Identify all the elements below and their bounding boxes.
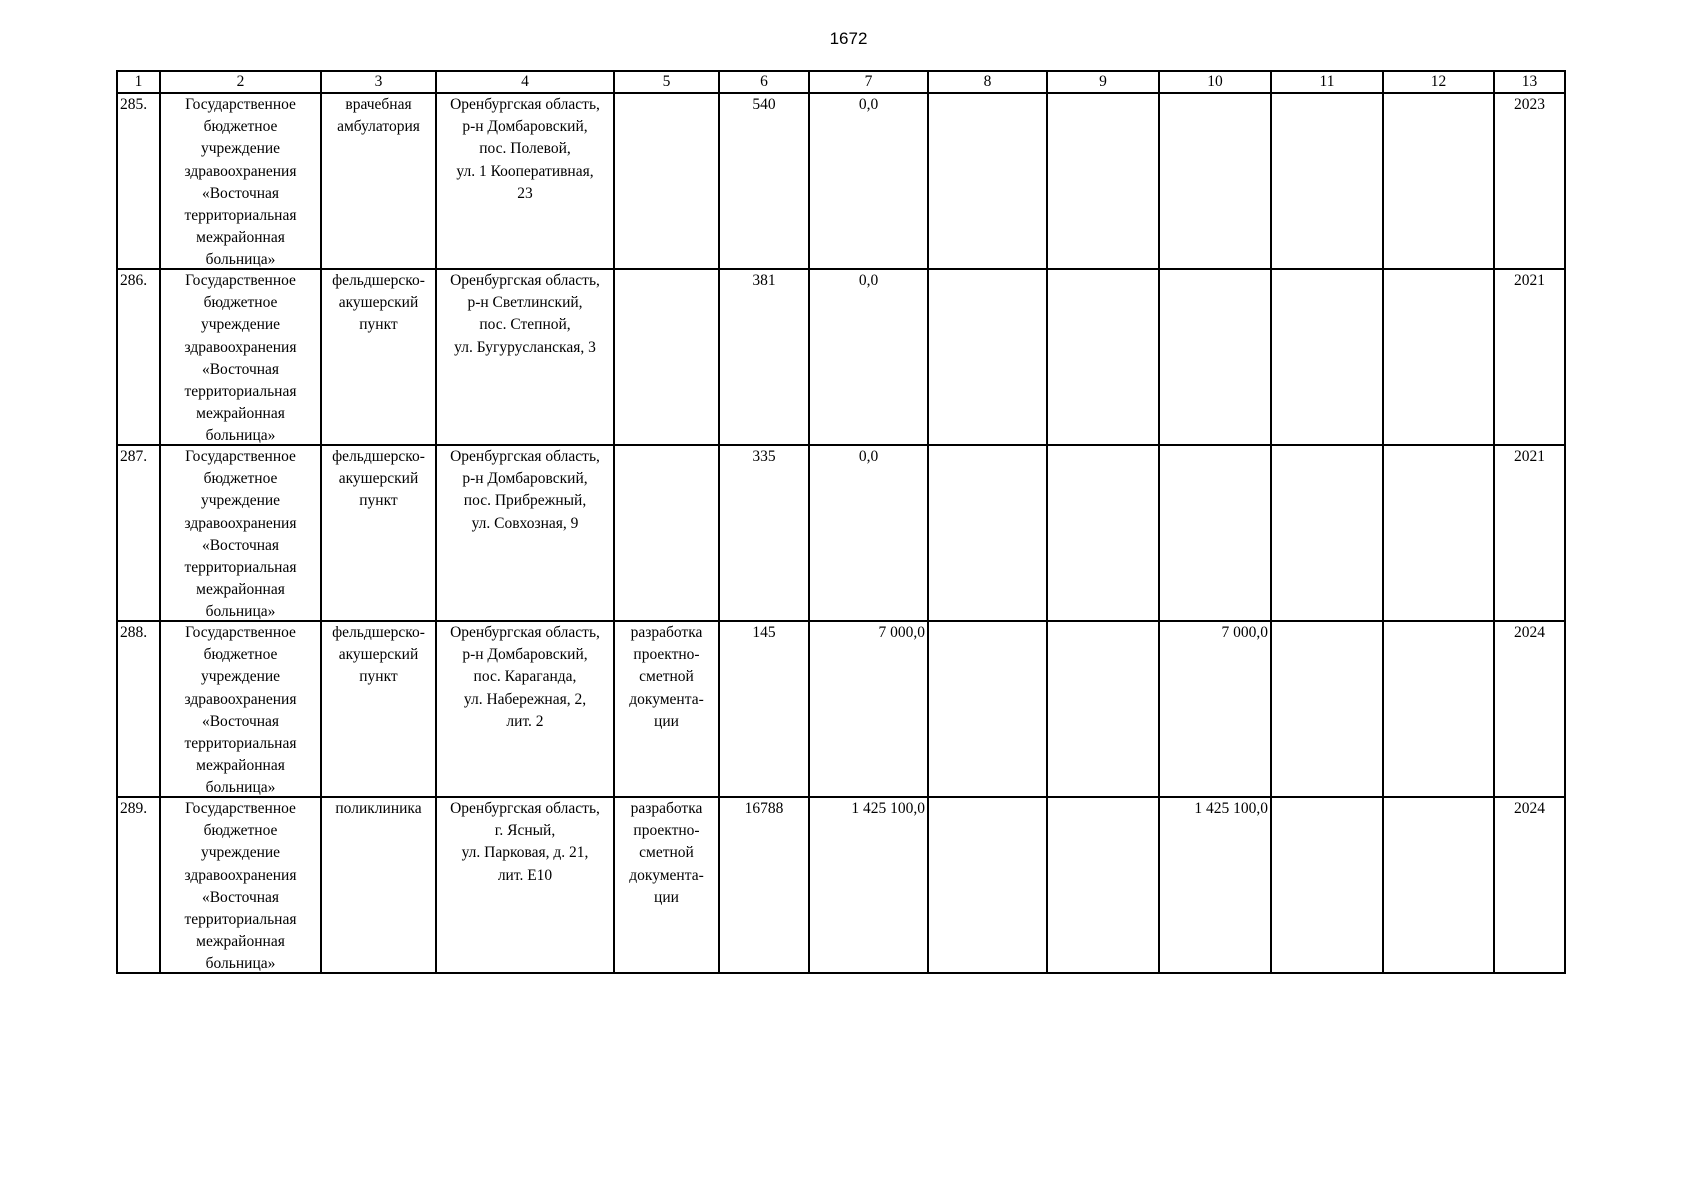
- total-cost-cell: 1 425 100,0: [809, 797, 928, 973]
- work-type-cell: [614, 445, 719, 621]
- col10-cell: [1159, 445, 1271, 621]
- row-number: 288.: [117, 621, 160, 797]
- col12-cell: [1383, 445, 1494, 621]
- col8-cell: [928, 621, 1047, 797]
- facility-type-cell: фельдшерско- акушерский пункт: [321, 621, 436, 797]
- year-cell: 2024: [1494, 621, 1565, 797]
- col11-cell: [1271, 621, 1383, 797]
- column-header: 4: [436, 71, 614, 93]
- header-row: [117, 71, 1565, 93]
- data-table: [116, 70, 1566, 974]
- year-cell: 2021: [1494, 445, 1565, 621]
- col12-cell: [1383, 797, 1494, 973]
- col11-cell: [1271, 93, 1383, 269]
- organization-cell: Государственное бюджетное учреждение здравоохранения «Восточная территориальная межрайонная больница»: [184, 96, 297, 268]
- column-header: 7: [809, 71, 928, 93]
- page-number: 1672: [829, 29, 868, 48]
- facility-type-cell: фельдшерско- акушерский пункт: [321, 445, 436, 621]
- column-header: 5: [614, 71, 719, 93]
- facility-type-cell: врачебная амбулатория: [321, 93, 436, 269]
- col8-cell: [928, 93, 1047, 269]
- row-number: 287.: [117, 445, 160, 621]
- column-header: 13: [1494, 71, 1565, 93]
- row-number: 289.: [117, 797, 160, 973]
- facility-type-cell: фельдшерско- акушерский пункт: [321, 269, 436, 445]
- table-row: [117, 269, 1565, 445]
- organization-cell: Государственное бюджетное учреждение здравоохранения «Восточная территориальная межрайонная больница»: [184, 448, 297, 620]
- col12-cell: [1383, 621, 1494, 797]
- col8-cell: [928, 797, 1047, 973]
- col10-cell: 7 000,0: [1159, 621, 1271, 797]
- table-row: [117, 621, 1565, 797]
- column-header: 8: [928, 71, 1047, 93]
- col11-cell: [1271, 797, 1383, 973]
- total-cost-cell: 0,0: [809, 445, 928, 621]
- address-cell: Оренбургская область, г. Ясный, ул. Парковая, д. 21, лит. Е10: [436, 797, 614, 973]
- area-cell: 381: [719, 269, 809, 445]
- column-header: 12: [1383, 71, 1494, 93]
- col9-cell: [1047, 797, 1159, 973]
- column-header: 1: [117, 71, 160, 93]
- area-cell: 335: [719, 445, 809, 621]
- col9-cell: [1047, 269, 1159, 445]
- total-cost-cell: 0,0: [809, 269, 928, 445]
- table-row: [117, 445, 1565, 621]
- table-row: [117, 93, 1565, 269]
- organization-cell: Государственное бюджетное учреждение здравоохранения «Восточная территориальная межрайонная больница»: [184, 272, 297, 444]
- address-cell: Оренбургская область, р-н Светлинский, пос. Степной, ул. Бугурусланская, 3: [436, 269, 614, 445]
- column-header: 9: [1047, 71, 1159, 93]
- col10-cell: 1 425 100,0: [1159, 797, 1271, 973]
- total-cost-cell: 0,0: [809, 93, 928, 269]
- column-header: 3: [321, 71, 436, 93]
- area-cell: 16788: [719, 797, 809, 973]
- address-cell: Оренбургская область, р-н Домбаровский, пос. Полевой, ул. 1 Кооперативная, 23: [436, 93, 614, 269]
- col9-cell: [1047, 621, 1159, 797]
- column-header: 11: [1271, 71, 1383, 93]
- organization-cell: Государственное бюджетное учреждение здравоохранения «Восточная территориальная межрайонная больница»: [184, 800, 297, 972]
- area-cell: 540: [719, 93, 809, 269]
- year-cell: 2021: [1494, 269, 1565, 445]
- column-header: 2: [160, 71, 321, 93]
- col12-cell: [1383, 269, 1494, 445]
- address-cell: Оренбургская область, р-н Домбаровский, пос. Караганда, ул. Набережная, 2, лит. 2: [436, 621, 614, 797]
- work-type-cell: [614, 93, 719, 269]
- year-cell: 2024: [1494, 797, 1565, 973]
- col8-cell: [928, 269, 1047, 445]
- col12-cell: [1383, 93, 1494, 269]
- col9-cell: [1047, 445, 1159, 621]
- work-type-cell: разработка проектно- сметной документа- ции: [614, 621, 719, 797]
- row-number: 286.: [117, 269, 160, 445]
- col9-cell: [1047, 93, 1159, 269]
- total-cost-cell: 7 000,0: [809, 621, 928, 797]
- area-cell: 145: [719, 621, 809, 797]
- table-row: [117, 797, 1565, 973]
- col10-cell: [1159, 93, 1271, 269]
- column-header: 10: [1159, 71, 1271, 93]
- row-number: 285.: [117, 93, 160, 269]
- address-cell: Оренбургская область, р-н Домбаровский, пос. Прибрежный, ул. Совхозная, 9: [436, 445, 614, 621]
- col10-cell: [1159, 269, 1271, 445]
- col11-cell: [1271, 445, 1383, 621]
- work-type-cell: разработка проектно- сметной документа- ции: [614, 797, 719, 973]
- organization-cell: Государственное бюджетное учреждение здравоохранения «Восточная территориальная межрайонная больница»: [184, 624, 297, 796]
- work-type-cell: [614, 269, 719, 445]
- col8-cell: [928, 445, 1047, 621]
- column-header: 6: [719, 71, 809, 93]
- facility-type-cell: поликлиника: [321, 797, 436, 973]
- col11-cell: [1271, 269, 1383, 445]
- year-cell: 2023: [1494, 93, 1565, 269]
